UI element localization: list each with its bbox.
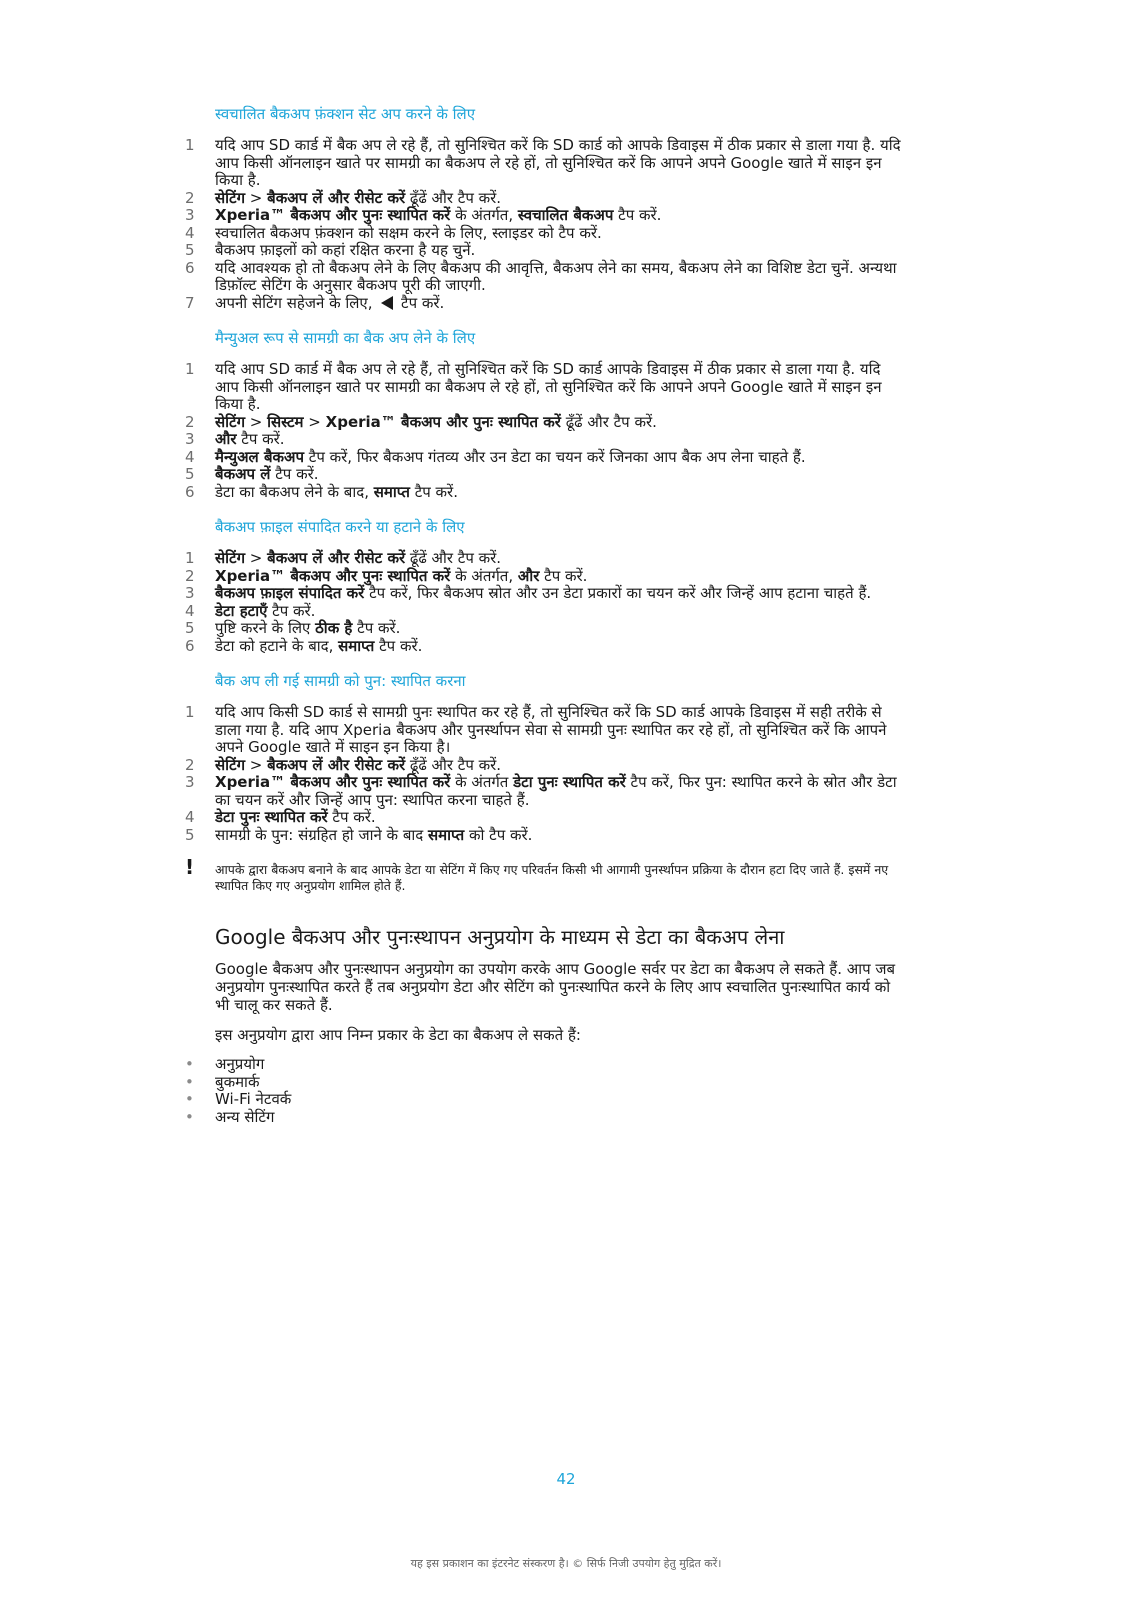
step-item <box>185 620 905 638</box>
step-ui-label: बैकअप लें और रीसेट करें <box>267 755 406 774</box>
step-item <box>185 603 905 621</box>
step-text: डेटा को हटाने के बाद, <box>215 636 339 655</box>
step-text: के अंतर्गत <box>450 773 514 791</box>
bullet-icon: • <box>185 1055 194 1073</box>
step-text: ढूँढें और टैप करें. <box>405 755 502 774</box>
step-text: टैप करें, फिर बैकअप गंतव्य और उन डेटा का चयन करें जिनका आप बैक अप लेना चाहते हैं. <box>304 447 806 466</box>
step-text: > <box>303 412 326 431</box>
step-number: 2 <box>185 188 195 207</box>
step-text: पुष्टि करने के लिए <box>215 619 316 637</box>
step-number: 4 <box>185 223 195 242</box>
step-item <box>185 585 905 603</box>
step-ui-label: सेटिंग <box>215 412 246 431</box>
section-title: Google बैकअप और पुनःस्थापन अनुप्रयोग के माध्यम से डेटा का बैकअप लेना <box>215 925 785 949</box>
step-item <box>185 260 905 295</box>
step-ui-label: मैन्युअल बैकअप <box>215 447 305 466</box>
step-text: टैप करें. <box>613 206 662 224</box>
step-item <box>185 568 905 586</box>
step-text: यदि आप किसी SD कार्ड से सामग्री पुनः स्थापित कर रहे हैं, तो सुनिश्चित करें कि SD कार्ड आपके डिवाइस में सही तरीके से डाला गया है. यदि आप Xperia बैकअप और पुनर्स्थापन सेवा से सामग्री पुनः स्थापित कर रहे हों, तो सुनिश्चित करें कि आपने अपने Google खाते में साइन इन किया है। <box>215 703 887 756</box>
step-item <box>185 242 905 260</box>
step-text: यदि आप SD कार्ड में बैक अप ले रहे हैं, तो सुनिश्चित करें कि SD कार्ड आपके डिवाइस में ठीक प्रकार से डाला गया है. यदि आप किसी ऑनलाइन खाते पर सामग्री का बैकअप ले रहे हों, तो सुनिश्चित करें कि आपने अपने Google खाते में साइन इन किया है. <box>215 360 882 413</box>
step-number: 2 <box>185 755 195 774</box>
list-item-text: अन्य सेटिंग <box>215 1107 275 1126</box>
step-item <box>185 809 905 827</box>
step-text: > <box>245 412 268 431</box>
step-text: बैकअप फ़ाइलों को कहां रक्षित करना है यह चुनें. <box>215 241 476 259</box>
step-ui-label: सिस्टम <box>267 412 304 431</box>
step-number: 3 <box>185 584 195 602</box>
step-item <box>185 704 905 757</box>
document-content <box>185 104 905 1126</box>
step-item <box>185 774 905 809</box>
step-ui-label: समाप्त <box>338 636 375 655</box>
step-ui-label: सेटिंग <box>215 549 246 567</box>
step-ui-label: समाप्त <box>373 482 410 501</box>
step-number: 6 <box>185 482 195 501</box>
step-text: > <box>245 755 268 774</box>
step-ui-label: और <box>215 430 237 448</box>
step-ui-label: समाप्त <box>428 825 465 844</box>
step-number: 4 <box>185 447 195 466</box>
step-text: टैप करें. <box>270 465 319 483</box>
step-text: टैप करें. <box>539 566 588 585</box>
step-number: 6 <box>185 636 195 655</box>
step-item <box>185 757 905 775</box>
step-text: टैप करें. <box>267 601 316 620</box>
step-number: 3 <box>185 430 195 448</box>
step-text: ढूँढें और टैप करें. <box>405 188 502 207</box>
step-list <box>185 704 905 844</box>
step-number: 5 <box>185 619 195 637</box>
footer-note: यह इस प्रकाशन का इंटरनेट संस्करण है। © सिर्फ निजी उपयोग हेतु मुद्रित करें। <box>410 1557 722 1570</box>
step-ui-label: डेटा पुनः स्थापित करें <box>513 773 626 791</box>
bullet-icon: • <box>185 1090 194 1108</box>
back-icon <box>381 296 393 310</box>
step-ui-label: ठीक है <box>315 619 353 637</box>
list-item <box>185 1109 905 1127</box>
step-number: 4 <box>185 601 195 620</box>
step-text: टैप करें. <box>396 293 445 312</box>
step-text: टैप करें. <box>374 636 423 655</box>
step-number: 6 <box>185 258 195 277</box>
step-item <box>185 449 905 467</box>
step-number: 2 <box>185 412 195 431</box>
bullet-icon: • <box>185 1107 194 1126</box>
step-number: 4 <box>185 808 195 826</box>
step-text: ढूँढें और टैप करें. <box>560 412 657 431</box>
step-ui-label: Xperia™ बैकअप और पुनः स्थापित करें <box>325 412 561 431</box>
step-number: 1 <box>185 136 195 154</box>
step-number: 5 <box>185 825 195 844</box>
list-item-text: अनुप्रयोग <box>215 1055 265 1073</box>
step-text: सामग्री के पुन: संग्रहित हो जाने के बाद <box>215 825 429 844</box>
step-text: को टैप करें. <box>464 825 533 844</box>
step-list <box>185 137 905 312</box>
step-number: 3 <box>185 773 195 791</box>
step-text: यदि आवश्यक हो तो बैकअप लेने के लिए बैकअप की आवृत्ति, बैकअप लेने का समय, बैकअप लेने का विशिष्ट डेटा चुनें. अन्यथा डिफ़ॉल्ट सेटिंग के अनुसार बैकअप पूरी की जाएगी. <box>215 258 897 294</box>
step-ui-label: और <box>517 566 540 585</box>
list-item <box>185 1074 905 1092</box>
step-text: के अंतर्गत, <box>450 206 518 224</box>
step-text: अपनी सेटिंग सहेजने के लिए, <box>215 293 378 312</box>
step-ui-label: डेटा हटाएँ <box>215 601 268 620</box>
step-list <box>185 550 905 655</box>
step-text: ढूँढें और टैप करें. <box>405 549 502 567</box>
page-number: 42 <box>556 1470 576 1488</box>
step-item <box>185 295 905 313</box>
step-text: स्वचालित बैकअप फ़ंक्शन को सक्षम करने के लिए, स्लाइडर को टैप करें. <box>215 223 602 242</box>
step-ui-label: बैकअप फ़ाइल संपादित करें <box>215 584 365 602</box>
step-item <box>185 207 905 225</box>
step-text: टैप करें, फिर पुन: स्थापित करने के स्रोत और डेटा का चयन करें और जिन्हें आप पुन: स्थापित करना चाहते हैं. <box>215 773 897 809</box>
list-intro-paragraph: इस अनुप्रयोग द्वारा आप निम्न प्रकार के डेटा का बैकअप ले सकते हैं: <box>215 1026 581 1044</box>
backup-types-list <box>185 1056 905 1126</box>
warning-note <box>185 855 905 894</box>
list-item <box>185 1091 905 1109</box>
step-number: 7 <box>185 293 195 312</box>
procedure-heading: स्वचालित बैकअप फ़ंक्शन सेट अप करने के लिए <box>215 105 475 123</box>
step-number: 2 <box>185 566 195 585</box>
step-number: 1 <box>185 703 195 721</box>
step-text: टैप करें. <box>236 430 285 448</box>
step-item <box>185 550 905 568</box>
step-item <box>185 484 905 502</box>
step-number: 1 <box>185 549 195 567</box>
step-number: 5 <box>185 465 195 483</box>
step-ui-label: Xperia™ बैकअप और पुनः स्थापित करें <box>215 206 451 224</box>
step-item <box>185 190 905 208</box>
procedure-sections <box>185 104 905 844</box>
step-item <box>185 414 905 432</box>
step-text: डेटा का बैकअप लेने के बाद, <box>215 482 374 501</box>
procedure-heading: मैन्युअल रूप से सामग्री का बैक अप लेने के लिए <box>215 329 476 347</box>
step-ui-label: बैकअप लें और रीसेट करें <box>267 188 406 207</box>
step-list <box>185 361 905 501</box>
step-number: 1 <box>185 360 195 378</box>
step-item <box>185 827 905 845</box>
step-ui-label: Xperia™ बैकअप और पुनः स्थापित करें <box>215 566 451 585</box>
step-ui-label: सेटिंग <box>215 755 246 774</box>
step-text: टैप करें. <box>327 808 376 826</box>
exclamation-icon: ! <box>185 855 195 879</box>
step-text: > <box>245 188 268 207</box>
step-ui-label: डेटा पुनः स्थापित करें <box>215 808 328 826</box>
step-item <box>185 431 905 449</box>
step-ui-label: स्वचालित बैकअप <box>517 206 614 224</box>
step-ui-label: सेटिंग <box>215 188 246 207</box>
step-item <box>185 137 905 190</box>
note-text: आपके द्वारा बैकअप बनाने के बाद आपके डेटा या सेटिंग में किए गए परिवर्तन किसी भी आगामी पुनर्स्थापन प्रक्रिया के दौरान हटा दिए जाते हैं. इसमें नए स्थापित किए गए अनुप्रयोग शामिल होते हैं. <box>215 862 889 893</box>
step-ui-label: Xperia™ बैकअप और पुनः स्थापित करें <box>215 773 451 791</box>
step-text: यदि आप SD कार्ड में बैक अप ले रहे हैं, तो सुनिश्चित करें कि SD कार्ड को आपके डिवाइस में ठीक प्रकार से डाला गया है. यदि आप किसी ऑनलाइन खाते पर सामग्री का बैकअप ले रहे हों, तो सुनिश्चित करें कि आपने अपने Google खाते में साइन इन किया है. <box>215 136 901 189</box>
list-item <box>185 1056 905 1074</box>
procedure-heading: बैक अप ली गई सामग्री को पुन: स्थापित करना <box>215 672 466 690</box>
step-text: टैप करें, फिर बैकअप स्रोत और उन डेटा प्रकारों का चयन करें और जिन्हें आप हटाना चाहते हैं. <box>364 584 872 602</box>
step-text: के अंतर्गत, <box>450 566 518 585</box>
bullet-icon: • <box>185 1072 194 1091</box>
intro-paragraph: Google बैकअप और पुनःस्थापन अनुप्रयोग का उपयोग करके आप Google सर्वर पर डेटा का बैकअप ले सकते हैं. आप जब अनुप्रयोग पुनःस्थापित करते हैं तब अनुप्रयोग डेटा और सेटिंग को पुनःस्थापित करने के लिए आप स्वचालित पुनःस्थापित कार्य को भी चालू कर सकते हैं. <box>215 960 896 1014</box>
step-ui-label: बैकअप लें और रीसेट करें <box>267 549 406 567</box>
procedure-heading: बैकअप फ़ाइल संपादित करने या हटाने के लिए <box>215 518 465 536</box>
step-text: टैप करें. <box>409 482 458 501</box>
step-number: 5 <box>185 241 195 259</box>
step-item <box>185 638 905 656</box>
step-text: > <box>245 549 268 567</box>
step-ui-label: बैकअप लें <box>215 465 271 483</box>
step-number: 3 <box>185 206 195 224</box>
list-item-text: Wi-Fi नेटवर्क <box>215 1090 292 1108</box>
list-item-text: बुकमार्क <box>215 1072 260 1091</box>
step-item <box>185 466 905 484</box>
step-text: टैप करें. <box>352 619 401 637</box>
step-item <box>185 361 905 414</box>
step-item <box>185 225 905 243</box>
